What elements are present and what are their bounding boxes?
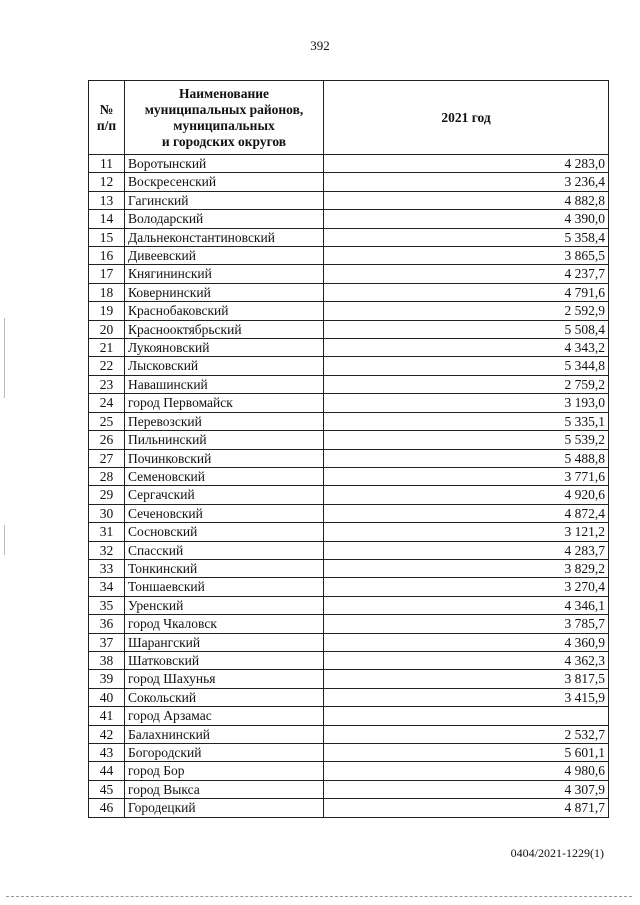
municipality-name: Богородский — [125, 744, 324, 762]
value-2021: 2 592,9 — [324, 302, 609, 320]
row-number: 22 — [89, 357, 125, 375]
value-2021: 4 343,2 — [324, 339, 609, 357]
municipality-name: Сеченовский — [125, 504, 324, 522]
value-2021: 4 791,6 — [324, 283, 609, 301]
table-row — [89, 615, 609, 633]
table-row — [89, 651, 609, 669]
value-2021: 4 307,9 — [324, 780, 609, 798]
municipality-name: Тоншаевский — [125, 578, 324, 596]
scan-mark — [4, 318, 5, 398]
municipality-name: Краснобаковский — [125, 302, 324, 320]
value-2021: 5 358,4 — [324, 228, 609, 246]
table-header — [89, 81, 609, 155]
value-2021: 4 980,6 — [324, 762, 609, 780]
municipality-name: Навашинский — [125, 375, 324, 393]
municipality-name: город Первомайск — [125, 394, 324, 412]
row-number: 38 — [89, 651, 125, 669]
municipality-name: Сокольский — [125, 688, 324, 706]
municipality-name: Воскресенский — [125, 173, 324, 191]
table-row — [89, 541, 609, 559]
municipality-name: Городецкий — [125, 799, 324, 817]
scan-mark — [4, 525, 5, 555]
municipality-name: город Арзамас — [125, 707, 324, 725]
row-number: 25 — [89, 412, 125, 430]
value-2021: 4 871,7 — [324, 799, 609, 817]
table-row — [89, 486, 609, 504]
municipality-name: Пильнинский — [125, 431, 324, 449]
municipality-name: Гагинский — [125, 191, 324, 209]
value-2021: 3 415,9 — [324, 688, 609, 706]
municipality-name: Сосновский — [125, 523, 324, 541]
table-row — [89, 559, 609, 577]
municipality-name: Сергачский — [125, 486, 324, 504]
value-2021: 4 362,3 — [324, 651, 609, 669]
row-number: 14 — [89, 210, 125, 228]
row-number: 23 — [89, 375, 125, 393]
table-row — [89, 670, 609, 688]
table-row — [89, 799, 609, 817]
table-row — [89, 707, 609, 725]
value-2021: 3 829,2 — [324, 559, 609, 577]
municipality-name: Шатковский — [125, 651, 324, 669]
value-2021: 4 390,0 — [324, 210, 609, 228]
municipality-name: Воротынский — [125, 155, 324, 173]
municipality-name: Лысковский — [125, 357, 324, 375]
row-number: 26 — [89, 431, 125, 449]
table-row — [89, 375, 609, 393]
municipality-name: Володарский — [125, 210, 324, 228]
value-2021: 4 920,6 — [324, 486, 609, 504]
column-header-number: № п/п — [89, 81, 125, 155]
municipality-name: город Выкса — [125, 780, 324, 798]
row-number: 20 — [89, 320, 125, 338]
table-row — [89, 431, 609, 449]
municipality-name: Перевозский — [125, 412, 324, 430]
table-row — [89, 265, 609, 283]
value-2021: 4 360,9 — [324, 633, 609, 651]
table-row — [89, 173, 609, 191]
value-2021: 4 237,7 — [324, 265, 609, 283]
value-2021: 4 283,0 — [324, 155, 609, 173]
table-row — [89, 191, 609, 209]
table-row — [89, 578, 609, 596]
value-2021: 3 771,6 — [324, 467, 609, 485]
table-row — [89, 596, 609, 614]
municipality-name: Лукояновский — [125, 339, 324, 357]
table-row — [89, 449, 609, 467]
column-header-year: 2021 год — [324, 81, 609, 155]
municipality-name: Семеновский — [125, 467, 324, 485]
value-2021: 5 344,8 — [324, 357, 609, 375]
row-number: 29 — [89, 486, 125, 504]
row-number: 15 — [89, 228, 125, 246]
table-row — [89, 725, 609, 743]
table-row — [89, 467, 609, 485]
row-number: 18 — [89, 283, 125, 301]
value-2021: 3 270,4 — [324, 578, 609, 596]
municipality-name: город Бор — [125, 762, 324, 780]
row-number: 35 — [89, 596, 125, 614]
municipality-name: Тонкинский — [125, 559, 324, 577]
value-2021: 5 539,2 — [324, 431, 609, 449]
page-number: 392 — [310, 38, 330, 53]
row-number: 42 — [89, 725, 125, 743]
row-number: 19 — [89, 302, 125, 320]
row-number: 13 — [89, 191, 125, 209]
row-number: 16 — [89, 247, 125, 265]
table-row — [89, 357, 609, 375]
table-row — [89, 504, 609, 522]
scan-edge-line — [6, 896, 632, 897]
municipality-name: Дивеевский — [125, 247, 324, 265]
value-2021: 3 785,7 — [324, 615, 609, 633]
table-row — [89, 302, 609, 320]
row-number: 30 — [89, 504, 125, 522]
row-number: 37 — [89, 633, 125, 651]
row-number: 12 — [89, 173, 125, 191]
table-row — [89, 780, 609, 798]
municipality-name: город Шахунья — [125, 670, 324, 688]
value-2021: 4 872,4 — [324, 504, 609, 522]
row-number: 31 — [89, 523, 125, 541]
municipality-name: Уренский — [125, 596, 324, 614]
municipality-name: Шарангский — [125, 633, 324, 651]
value-2021: 3 865,5 — [324, 247, 609, 265]
row-number: 27 — [89, 449, 125, 467]
row-number: 17 — [89, 265, 125, 283]
municipality-name: Ковернинский — [125, 283, 324, 301]
value-2021: 3 817,5 — [324, 670, 609, 688]
value-2021: 5 335,1 — [324, 412, 609, 430]
municipality-name: Спасский — [125, 541, 324, 559]
municipality-name: Дальнеконстантиновский — [125, 228, 324, 246]
value-2021: 3 121,2 — [324, 523, 609, 541]
value-2021: 2 759,2 — [324, 375, 609, 393]
table-body — [89, 155, 609, 818]
row-number: 44 — [89, 762, 125, 780]
table-row — [89, 688, 609, 706]
municipality-name: город Чкаловск — [125, 615, 324, 633]
row-number: 34 — [89, 578, 125, 596]
subsidy-table — [88, 80, 609, 818]
value-2021: 3 193,0 — [324, 394, 609, 412]
municipality-name: Починковский — [125, 449, 324, 467]
value-2021: 5 601,1 — [324, 744, 609, 762]
row-number: 46 — [89, 799, 125, 817]
row-number: 28 — [89, 467, 125, 485]
table-row — [89, 339, 609, 357]
row-number: 43 — [89, 744, 125, 762]
municipality-name: Княгининский — [125, 265, 324, 283]
row-number: 21 — [89, 339, 125, 357]
value-2021: 4 882,8 — [324, 191, 609, 209]
value-2021: 4 346,1 — [324, 596, 609, 614]
value-2021: 5 508,4 — [324, 320, 609, 338]
municipality-name: Краснооктябрьский — [125, 320, 324, 338]
value-2021: 5 488,8 — [324, 449, 609, 467]
table-row — [89, 633, 609, 651]
table-row — [89, 228, 609, 246]
row-number: 24 — [89, 394, 125, 412]
value-2021: 4 283,7 — [324, 541, 609, 559]
row-number: 11 — [89, 155, 125, 173]
row-number: 40 — [89, 688, 125, 706]
row-number: 45 — [89, 780, 125, 798]
table-row — [89, 155, 609, 173]
table-row — [89, 762, 609, 780]
row-number: 36 — [89, 615, 125, 633]
table-row — [89, 210, 609, 228]
column-header-name: Наименование муниципальных районов, муниципальных и городских округов — [125, 81, 324, 155]
table-row — [89, 394, 609, 412]
table-row — [89, 744, 609, 762]
table-row — [89, 320, 609, 338]
row-number: 32 — [89, 541, 125, 559]
document-code: 0404/2021-1229(1) — [510, 846, 604, 860]
value-2021 — [324, 707, 609, 725]
row-number: 33 — [89, 559, 125, 577]
table-row — [89, 523, 609, 541]
table-row — [89, 247, 609, 265]
table-row — [89, 283, 609, 301]
value-2021: 2 532,7 — [324, 725, 609, 743]
value-2021: 3 236,4 — [324, 173, 609, 191]
row-number: 39 — [89, 670, 125, 688]
row-number: 41 — [89, 707, 125, 725]
municipality-name: Балахнинский — [125, 725, 324, 743]
table-row — [89, 412, 609, 430]
